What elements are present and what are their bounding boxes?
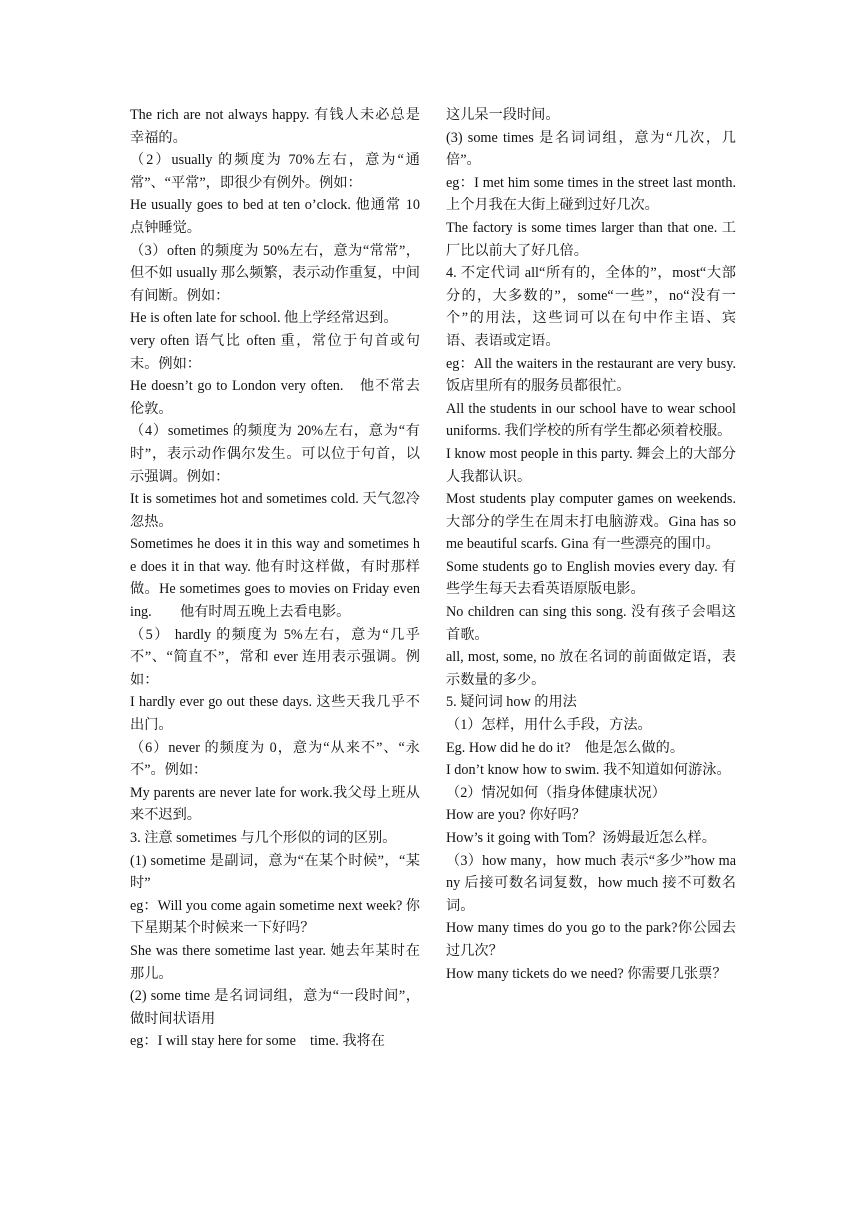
paragraph: very often 语气比 often 重，常位于句首或句末。例如：	[130, 332, 420, 372]
paragraph: （5） hardly 的频度为 5%左右，意为“几乎不”、“简直不”，常和 ever 连用表示强调。例如：	[130, 626, 420, 688]
paragraph: eg：All the waiters in the restaurant are very busy. 饭店里所有的服务员都很忙。	[446, 355, 736, 395]
paragraph: 5. 疑问词 how 的用法	[446, 694, 577, 711]
paragraph: eg：Will you come again sometime next week? 你下星期某个时候来一下好吗？	[130, 897, 420, 937]
paragraph: I don’t know how to swim. 我不知道如何游泳。	[446, 762, 731, 779]
paragraph: How many tickets do we need? 你需要几张票？	[446, 965, 727, 982]
paragraph: 3. 注意 sometimes 与几个形似的词的区别。	[130, 830, 397, 846]
paragraph: No children can sing this song. 没有孩子会唱这首歌。	[446, 604, 736, 643]
left-column	[130, 104, 420, 1053]
paragraph: eg：I will stay here for some time. 我将在	[130, 1033, 385, 1050]
paragraph: The rich are not always happy. 有钱人未必总是幸福的。	[130, 107, 420, 146]
paragraph: (2) some time 是名词词组，意为“一段时间”，做时间状语用	[130, 988, 420, 1027]
paragraph: 这儿呆一段时间。	[446, 107, 560, 123]
paragraph: My parents are never late for work.我父母上班从来不迟到。	[130, 784, 420, 824]
paragraph: （6）never 的频度为 0，意为“从来不”、“永不”。例如：	[130, 739, 420, 779]
paragraph: I know most people in this party. 舞会上的大部分人我都认识。	[446, 445, 736, 485]
paragraph: 4. 不定代词 all“所有的，全体的”，most“大部分的，大多数的”，some“一些”，no“没有一个”的用法，这些词可以在句中作主语、宾语、表语或定语。	[446, 265, 736, 349]
paragraph: How’s it going with Tom？汤姆最近怎么样。	[446, 830, 716, 846]
paragraph: Some students go to English movies every day. 有些学生每天去看英语原版电影。	[446, 558, 736, 598]
paragraph: I hardly ever go out these days. 这些天我几乎不出门。	[130, 694, 420, 734]
paragraph: （1）怎样，用什么手段，方法。	[446, 717, 652, 734]
right-column	[446, 104, 736, 985]
paragraph: The factory is some times larger than that one. 工厂比以前大了好几倍。	[446, 219, 736, 259]
paragraph: (3) some times 是名词词组，意为“几次，几倍”。	[446, 129, 736, 169]
paragraph: How many times do you go to the park?你公园去过几次？	[446, 920, 736, 959]
paragraph: It is sometimes hot and sometimes cold. 天气忽冷忽热。	[130, 491, 420, 530]
paragraph: （2）情况如何（指身体健康状况）	[446, 784, 666, 801]
paragraph: eg：I met him some times in the street last month.上个月我在大街上碰到过好几次。	[446, 174, 736, 214]
paragraph: （4）sometimes 的频度为 20%左右，意为“有时”，表示动作偶尔发生。可以位于句首，以示强调。例如：	[130, 423, 420, 485]
paragraph: Most students play computer games on weekends.大部分的学生在周末打电脑游戏。Gina has some beautiful scarfs. Gina 有一些漂亮的围巾。	[446, 491, 736, 553]
paragraph: Eg. How did he do it? 他是怎么做的。	[446, 739, 685, 756]
paragraph: （3）often 的频度为 50%左右，意为“常常”，但不如 usually 那么频繁，表示动作重复，中间有间断。例如：	[130, 242, 420, 304]
paragraph: He usually goes to bed at ten o’clock. 他通常 10 点钟睡觉。	[130, 197, 420, 236]
paragraph: （3）how many，how much 表示“多少”how many 后接可数名词复数，how much 接不可数名词。	[446, 852, 736, 914]
paragraph: He doesn’t go to London very often. 他不常去伦敦。	[130, 378, 420, 417]
paragraph: How are you? 你好吗？	[446, 807, 586, 824]
paragraph: Sometimes he does it in this way and sometimes he does it in that way. 他有时这样做，有时那样做。He sometimes goes to movies on Friday evening. 他有时周五晚上去看电影。	[130, 536, 420, 621]
paragraph: all, most, some, no 放在名词的前面做定语，表示数量的多少。	[446, 649, 736, 688]
paragraph: She was there sometime last year. 她去年某时在那儿。	[130, 942, 420, 982]
paragraph: He is often late for school. 他上学经常迟到。	[130, 310, 398, 327]
paragraph: （2）usually 的频度为 70%左右，意为“通常”、“平常”，即很少有例外。例如：	[130, 152, 420, 191]
paragraph: All the students in our school have to wear school uniforms. 我们学校的所有学生都必须着校服。	[446, 400, 736, 440]
paragraph: (1) sometime 是副词，意为“在某个时候”，“某时”	[130, 852, 420, 892]
